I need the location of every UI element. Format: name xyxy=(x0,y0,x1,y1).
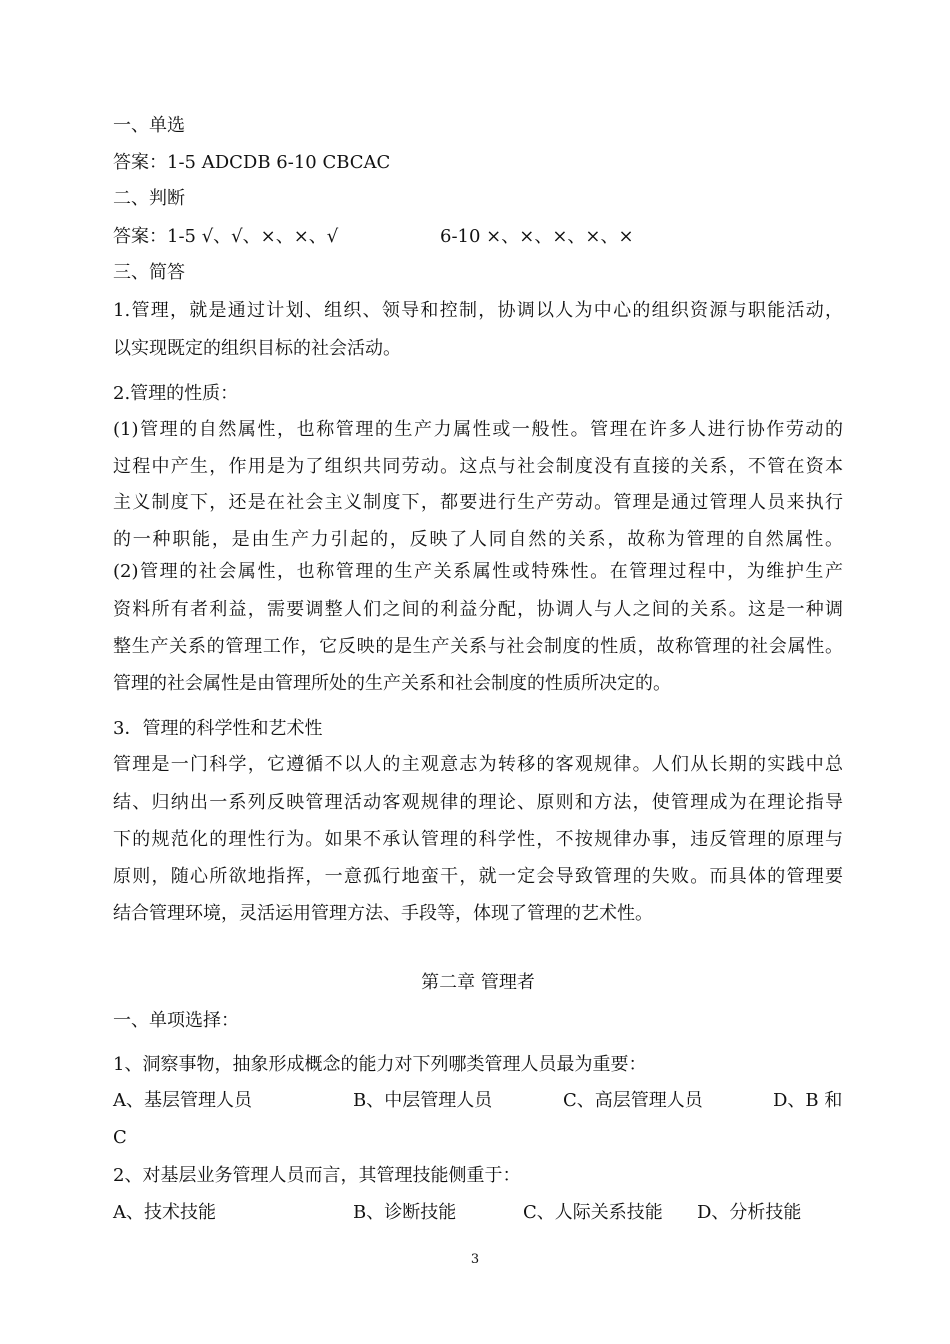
q2-p1-line-4: 的一种职能，是由生产力引起的，反映了人同自然的关系，故称为管理的自然属性。 xyxy=(113,529,843,550)
q2-p1-line-3: 主义制度下，还是在社会主义制度下，都要进行生产劳动。管理是通过管理人员来执行 xyxy=(113,492,843,513)
ch2-q2-option-a: A、技术技能 xyxy=(113,1202,216,1223)
q2-p2-line-3: 整生产关系的管理工作，它反映的是生产关系与社会制度的性质，故称管理的社会属性。 xyxy=(113,636,843,657)
ch2-q1-option-a: A、基层管理人员 xyxy=(113,1090,252,1111)
ch2-q1-option-c: C、高层管理人员 xyxy=(563,1090,703,1111)
q3-line-3: 下的规范化的理性行为。如果不承认管理的科学性，不按规律办事，违反管理的原理与 xyxy=(113,829,843,850)
q2-p1-line-1: (1)管理的自然属性，也称管理的生产力属性或一般性。管理在许多人进行协作劳动的 xyxy=(113,419,843,440)
q3-line-1: 管理是一门科学，它遵循不以人的主观意志为转移的客观规律。人们从长期的实践中总 xyxy=(113,754,843,775)
ch2-q2-option-c: C、人际关系技能 xyxy=(523,1202,663,1223)
q3-title: 3．管理的科学性和艺术性 xyxy=(113,718,323,739)
q2-p2-line-2: 资料所有者利益，需要调整人们之间的利益分配，协调人与人之间的关系。这是一种调 xyxy=(113,599,843,620)
page-number: 3 xyxy=(470,1252,480,1267)
section-title-single-choice: 一、单选 xyxy=(113,115,185,136)
answer-true-false xyxy=(113,226,843,248)
answer-true-false-part2: 6-10 ×、×、×、×、× xyxy=(440,226,634,247)
ch2-q1-option-b: B、中层管理人员 xyxy=(353,1090,493,1111)
q3-line-5: 结合管理环境，灵活运用管理方法、手段等，体现了管理的艺术性。 xyxy=(113,903,653,924)
q3-line-2: 结、归纳出一系列反映管理活动客观规律的理论、原则和方法，使管理成为在理论指导 xyxy=(113,792,843,813)
answer-true-false-part1: 答案：1-5 √、√、×、×、√ xyxy=(113,226,339,247)
q2-p2-line-1: (2)管理的社会属性，也称管理的生产关系属性或特殊性。在管理过程中，为维护生产 xyxy=(113,561,843,582)
q2-title: 2.管理的性质： xyxy=(113,383,239,404)
q2-p2-line-4: 管理的社会属性是由管理所处的生产关系和社会制度的性质所决定的。 xyxy=(113,673,671,694)
section-title-short-answer: 三、简答 xyxy=(113,262,185,283)
q1-line-1: 1.管理，就是通过计划、组织、领导和控制，协调以人为中心的组织资源与职能活动， xyxy=(113,300,843,321)
ch2-q1-option-d: D、B 和 xyxy=(773,1090,843,1111)
ch2-q2-stem: 2、对基层业务管理人员而言，其管理技能侧重于： xyxy=(113,1165,521,1186)
ch2-q2-option-d: D、分析技能 xyxy=(697,1202,802,1223)
ch2-q1-stem: 1、洞察事物，抽象形成概念的能力对下列哪类管理人员最为重要： xyxy=(113,1054,647,1075)
answer-single-choice: 答案：1-5 ADCDB 6-10 CBCAC xyxy=(113,152,391,173)
q3-line-4: 原则，随心所欲地指挥，一意孤行地蛮干，就一定会导致管理的失败。而具体的管理要 xyxy=(113,866,843,887)
section-title-true-false: 二、判断 xyxy=(113,188,185,209)
q1-line-2: 以实现既定的组织目标的社会活动。 xyxy=(113,338,401,359)
ch2-q1-option-d-wrap: C xyxy=(113,1127,127,1148)
chapter-title: 第二章 管理者 xyxy=(421,972,535,993)
chapter-section-title: 一、单项选择： xyxy=(113,1010,239,1031)
q2-p1-line-2: 过程中产生，作用是为了组织共同劳动。这点与社会制度没有直接的关系，不管在资本 xyxy=(113,456,843,477)
ch2-q2-option-b: B、诊断技能 xyxy=(353,1202,457,1223)
